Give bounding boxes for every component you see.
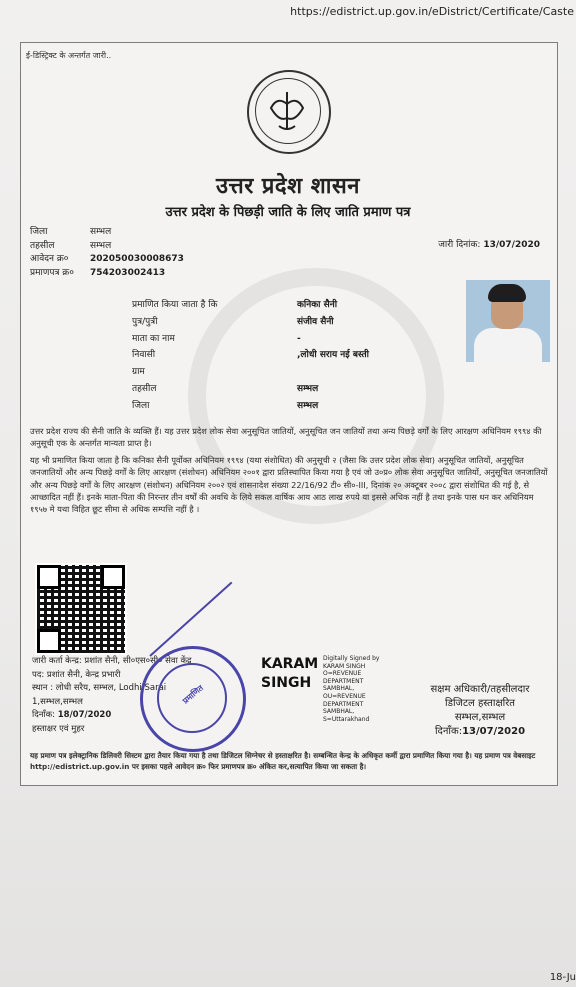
officer-title: सक्षम अधिकारी/तहसीलदार (430, 684, 530, 695)
issuer-sign-label: हस्ताक्षर एवं मुहर (32, 723, 85, 734)
officer-block (405, 683, 555, 739)
detail-label: ग्राम (132, 367, 145, 378)
dsig-line: O=REVENUE (323, 670, 362, 678)
meta-row (30, 267, 184, 281)
meta-label: आवेदन क्र० (30, 254, 69, 264)
certificate-number: 754203002413 (90, 267, 166, 278)
applicant-name: कनिका सैनी (297, 300, 338, 310)
parent-name: संजीव सैनी (297, 316, 334, 327)
dsig-line: Digitally Signed by (323, 655, 380, 662)
residence: ,लोधी सराय नई बस्ती (297, 350, 369, 361)
stamp-text: प्रमाणित (180, 683, 206, 706)
detail-label: तहसील (132, 383, 157, 394)
photo-hair (488, 284, 526, 302)
officer-date (405, 725, 555, 739)
issuer-center: जारी कर्ता केन्द्र: प्रशांत सैनी, सी०एस०सी० सेवा केंद्र (32, 656, 192, 666)
applicant-photo (466, 280, 550, 362)
issuer-post: पद: प्रशांत सैनी, केन्द्र प्रभारी (32, 669, 121, 680)
detail-row (132, 297, 369, 314)
qr-code (35, 563, 127, 655)
issue-date (438, 237, 540, 250)
mother-name: - (297, 333, 301, 344)
dsig-line: DEPARTMENT (323, 677, 364, 685)
dsig-line: SAMBHAL, (323, 708, 355, 716)
corner-date-text: 18-Ju (549, 972, 576, 983)
district: सम्भल (297, 400, 319, 411)
meta-row (30, 240, 184, 254)
qr-finder (37, 565, 61, 589)
officer-date-value: 13/07/2020 (462, 726, 526, 737)
detail-row (132, 398, 369, 415)
officer-date-label: दिनाँक: (434, 726, 463, 737)
detail-label: प्रमाणित किया जाता है कि (132, 300, 218, 310)
caste-paragraph: उत्तर प्रदेश राज्य की सैनी जाति के व्यक्ति हैं। यह उत्तर प्रदेश लोक सेवा अनुसूचित जातियों, अनुसूचित जन जातियों तथा अन्य पिछड़े वर्गों के लिए आरक्षण अधिनियम १९९४ की अनुसूची एक के अन्तर्गत मान्यता प्राप्त है। (30, 426, 542, 449)
certificate-title: उत्तर प्रदेश के पिछड़ी जाति के लिए जाति प्रमाण पत्र (165, 205, 411, 220)
digital-signer-name (261, 655, 318, 693)
detail-label: निवासी (132, 350, 156, 361)
application-number: 202050030008673 (90, 254, 184, 264)
dsig-line: KARAM SINGH (323, 662, 366, 670)
issue-date-label: जारी दिनांक: (438, 240, 481, 250)
meta-block (30, 226, 184, 280)
meta-label: प्रमाणपत्र क्र० (30, 267, 74, 278)
detail-label: पुत्र/पुत्री (132, 316, 158, 327)
digital-signature-details (323, 655, 379, 723)
meta-value: सम्भल (90, 227, 112, 237)
officer-place: सम्भल,सम्भल (454, 712, 506, 723)
meta-label: तहसील (30, 240, 55, 251)
official-stamp (140, 646, 246, 752)
dsig-line: SAMBHAL, (323, 685, 355, 693)
signer-name-first: KARAM (261, 656, 319, 672)
qr-finder (37, 629, 61, 653)
applicant-details (132, 297, 369, 415)
detail-label: माता का नाम (132, 333, 175, 344)
dsig-line: OU=REVENUE (323, 692, 366, 700)
detail-row (132, 314, 369, 331)
issuer-date-value: 18/07/2020 (57, 710, 112, 720)
footer-note: यह प्रमाण पत्र इलेक्ट्रानिक डिलिवरी सिस्टम द्वारा तैयार किया गया है तथा डिजिटल सिग्नेचर से हस्ताक्षरित है। सम्बन्धित केन्द्र के अधिकृत कर्मी द्वारा प्रमाणित किया गया है। यह प्रमाण पत्र वेबसाइट http://edistrict.up.gov.in पर इसका पहले आवेदन क्र० फिर प्रमाणपत्र क्र० अंकित कर,सत्यापित किया जा सकता है। (30, 751, 536, 771)
detail-row (132, 381, 369, 398)
issuer-date-label: दिनाँक: (32, 710, 56, 720)
issuer-place: स्थान : लोधी सरैय, सम्भल, Lodhi Sarai (32, 683, 167, 693)
detail-row (132, 347, 369, 364)
meta-value: सम्भल (90, 240, 112, 251)
meta-row (30, 253, 184, 267)
browser-url: https://edistrict.up.gov.in/eDistrict/Certificate/Caste (290, 5, 574, 18)
dsig-line: DEPARTMENT (323, 700, 364, 708)
emblem-symbol-icon (247, 70, 327, 150)
detail-row (132, 364, 369, 381)
issuer-place-2: 1,सम्भल,सम्भल (32, 696, 83, 707)
officer-sign: डिजिटल हस्ताक्षरित (445, 698, 515, 709)
meta-row (30, 226, 184, 240)
issue-date-value: 13/07/2020 (483, 240, 540, 250)
up-emblem-icon (247, 70, 331, 154)
meta-label: जिला (30, 227, 48, 237)
certification-paragraph: यह भी प्रमाणित किया जाता है कि कनिका सैनी पूर्वोक्त अधिनियम १९९४ (यथा संशोधित) की अनुसूची २ (जैसा कि उत्तर प्रदेश लोक सेवा) अनुसूचित जातियों, अनुसूचित जनजातियों और अन्य पिछड़े वर्गों के लिए आरक्षण (संशोधन) अधिनियम २००१ द्वारा प्रतिस्थापित किया गया है एवं जो उ०प्र० लोक सेवा अनुसूचित जातियों, अनुसूचित जनजातियों और अन्य पिछड़े वर्गों के लिए आरक्षण (संशोधन) अधिनियम २००२ एवं शासनादेश संख्या 22/16/92 टी० सी०-III, दिनांक २० अक्टूबर २००८ द्वारा संशोधित की गई है, से आच्छादित नहीं हैं। इनके माता-पिता की निरन्तर तीन वर्षों की अवधि के लिये सकल वार्षिक आय आठ लाख रुपये या इससे अधिक नहीं है तथा इनके पास धन कर अधिनियम १९५७ मे यथा विहित छूट सीमा से अधिक सम्पत्ति नहीं है । (30, 455, 548, 515)
government-title: उत्तर प्रदेश शासन (216, 174, 360, 199)
qr-finder (101, 565, 125, 589)
dsig-line: S=Uttarakhand (323, 715, 370, 723)
tehsil: सम्भल (297, 383, 319, 394)
detail-row (132, 331, 369, 348)
signer-name-last: SINGH (261, 675, 312, 691)
photo-body (474, 328, 542, 362)
header-note: ई-डिस्ट्रिक्ट के अन्तर्गत जारी.. (26, 51, 112, 60)
detail-label: जिला (132, 400, 150, 411)
